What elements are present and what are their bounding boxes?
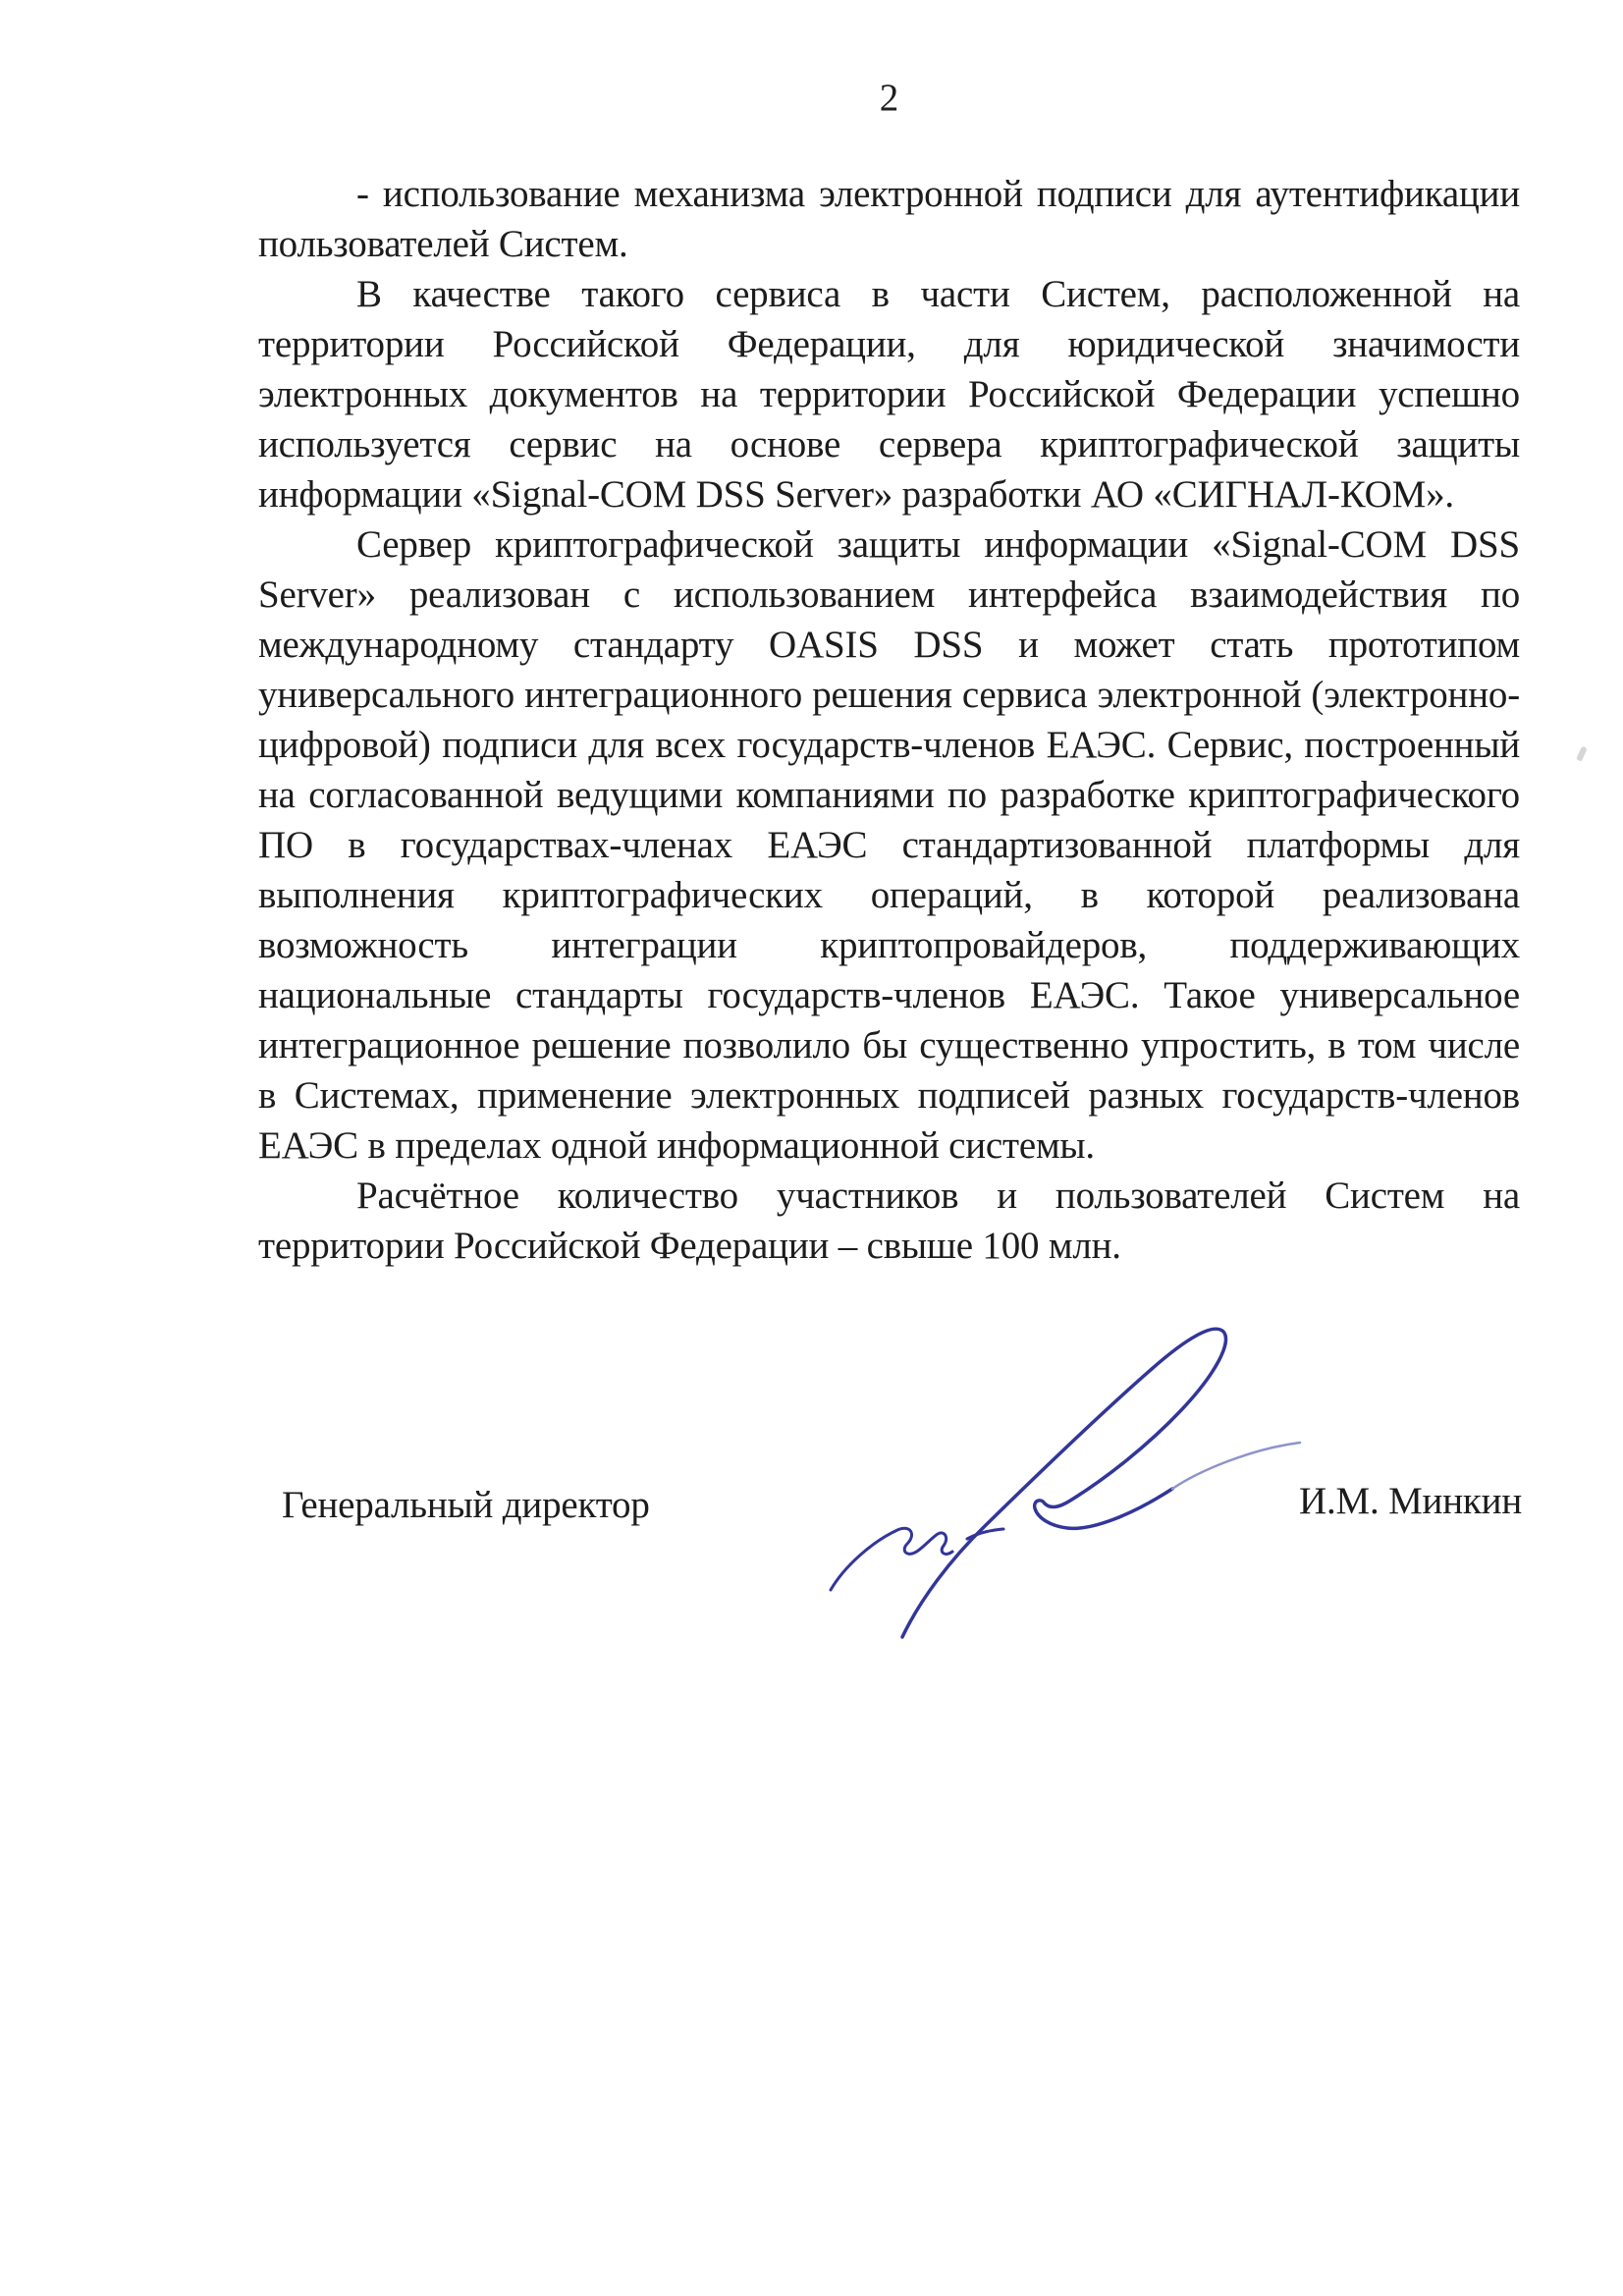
scan-speck bbox=[1576, 745, 1588, 761]
body-paragraph: Расчётное количество участников и пользователей Систем на территории Российской Федерации – свыше 100 млн. bbox=[258, 1175, 1520, 1267]
signature-ink bbox=[825, 1306, 1316, 1699]
document-body bbox=[258, 169, 1520, 1271]
signature-stroke-main bbox=[902, 1329, 1225, 1637]
page-number: 2 bbox=[879, 77, 899, 119]
signature-stroke-tail bbox=[1172, 1443, 1300, 1489]
signature-stroke-flourish bbox=[831, 1528, 952, 1590]
signer-title: Генеральный директор bbox=[282, 1484, 650, 1526]
body-paragraph: В качестве такого сервиса в части Систем, расположенной на территории Российской Федерации, для юридической значимости электронных документов на территории Российской Федерации успешно используется сервис на основе сервера криптографической защиты информации «Signal-COM DSS Server» разработки АО «СИГНАЛ-КОМ». bbox=[258, 273, 1520, 516]
body-paragraph: - использование механизма электронной подписи для аутентификации пользователей Систем. bbox=[258, 173, 1520, 265]
signer-name: И.М. Минкин bbox=[1298, 1480, 1522, 1522]
body-paragraph: Сервер криптографической защиты информации «Signal-COM DSS Server» реализован с использованием интерфейса взаимодействия по международному стандарту OASIS DSS и может стать прототипом универсального интеграционного решения сервиса электронной (электронно-цифровой) подписи для всех государств-членов ЕАЭС. Сервис, построенный на согласованной ведущими компаниями по разработке криптографического ПО в государствах-членах ЕАЭС стандартизованной платформы для выполнения криптографических операций, в которой реализована возможность интеграции криптопровайдеров, поддерживающих национальные стандарты государств-членов ЕАЭС. Такое универсальное интеграционное решение позволило бы существенно упростить, в том числе в Системах, применение электронных подписей разных государств-членов ЕАЭС в пределах одной информационной системы. bbox=[258, 523, 1520, 1167]
